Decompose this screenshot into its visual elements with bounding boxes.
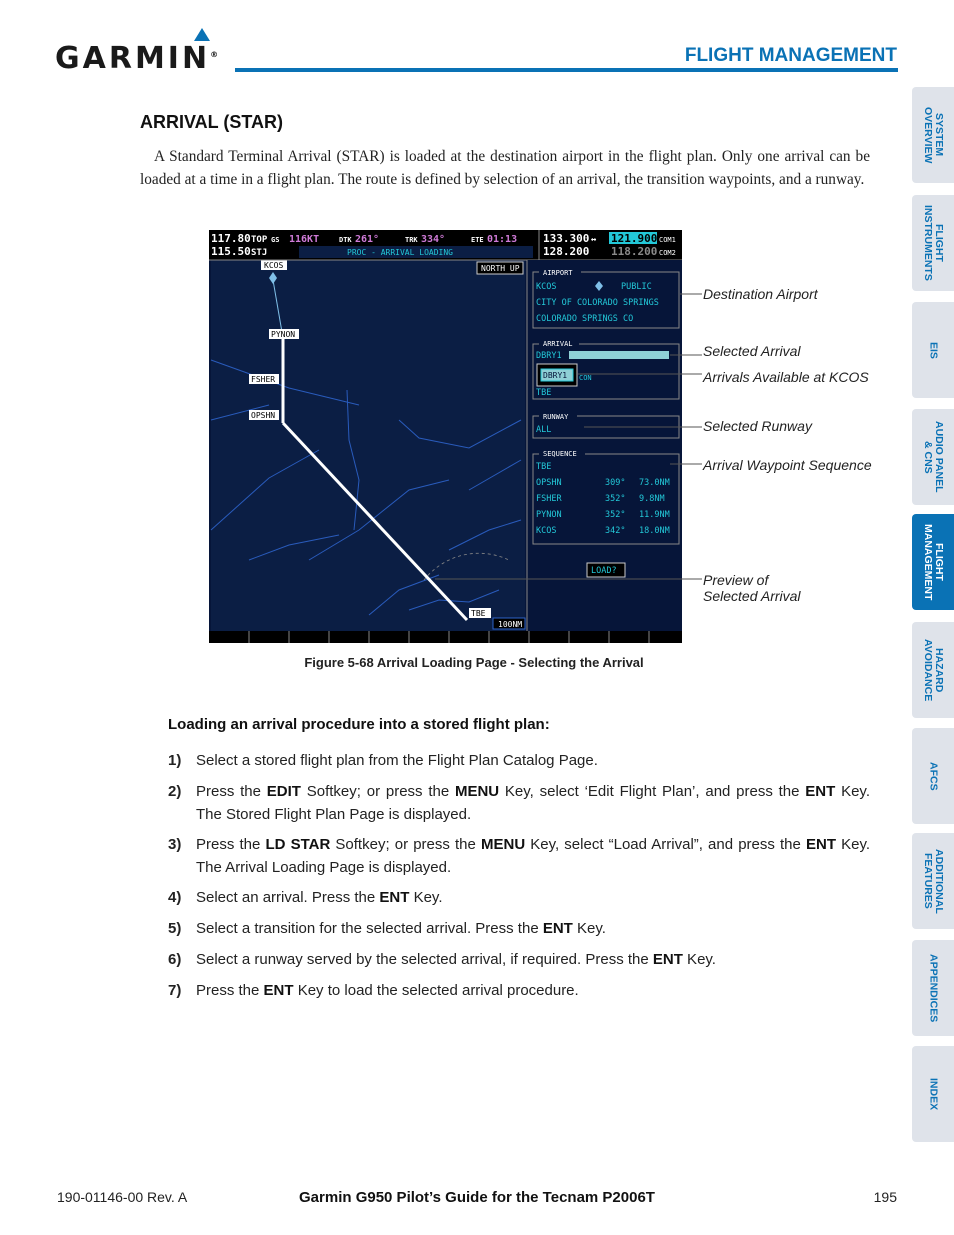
footer-doc-number: 190-01146-00 Rev. A bbox=[57, 1189, 188, 1205]
com2-standby-freq: 118.200 bbox=[611, 245, 658, 258]
chapter-tab[interactable] bbox=[912, 728, 954, 824]
airport-city: CITY OF COLORADO SPRINGS bbox=[536, 298, 659, 308]
chapter-tab-label: AUDIO PANEL & CNS bbox=[922, 421, 945, 493]
step-text-part: Key. bbox=[572, 920, 606, 937]
sequence-dtk: 352° bbox=[605, 494, 626, 504]
step-text-part: Softkey; or press the bbox=[300, 783, 455, 800]
callout-destination-airport: Destination Airport bbox=[703, 286, 818, 302]
chapter-tab-label: ADDITIONAL FEATURES bbox=[922, 848, 945, 914]
com2-active-freq: 128.200 bbox=[543, 245, 590, 258]
step-text bbox=[196, 979, 870, 1002]
runway-header: RUNWAY bbox=[543, 413, 569, 421]
step-text-part: Press the bbox=[196, 982, 264, 999]
stj-label: STJ bbox=[251, 248, 268, 258]
com-swap-icon: ↔ bbox=[591, 235, 597, 245]
callout-preview bbox=[703, 572, 801, 604]
com1-standby-freq: 121.900 bbox=[611, 232, 658, 245]
key-name: EDIT bbox=[266, 783, 301, 800]
step-number: 3) bbox=[168, 836, 182, 853]
com1-label: COM1 bbox=[659, 236, 676, 244]
step-text-part: Key. The Arrival Loading Page is displayed. bbox=[196, 836, 871, 876]
chapter-tab-label: HAZARD AVOIDANCE bbox=[922, 638, 945, 702]
ete-label: ETE bbox=[471, 236, 484, 244]
airport-type: PUBLIC bbox=[621, 282, 652, 292]
key-name: ENT bbox=[652, 951, 683, 968]
section-header-title: FLIGHT MANAGEMENT bbox=[684, 45, 897, 66]
sequence-start: TBE bbox=[536, 462, 552, 472]
step-text bbox=[196, 917, 870, 940]
step-number: 6) bbox=[168, 951, 182, 968]
procedure-step bbox=[168, 886, 870, 909]
trk-value: 334° bbox=[421, 234, 446, 245]
runway-value[interactable]: ALL bbox=[536, 425, 552, 435]
step-text-part: Key, select ‘Edit Flight Plan’, and press the bbox=[499, 783, 806, 800]
sequence-waypoint: OPSHN bbox=[536, 478, 562, 488]
map-label-pynon: PYNON bbox=[271, 330, 296, 339]
figure-caption-text: Figure 5-68 Arrival Loading Page - Selecting the Arrival bbox=[304, 655, 644, 670]
key-name: LD STAR bbox=[265, 836, 331, 853]
step-text-part: Select a transition for the selected arrival. Press the bbox=[196, 920, 543, 937]
arrival-option[interactable]: DBRY1 bbox=[543, 371, 568, 380]
chapter-tab-label: AFCS bbox=[927, 761, 940, 791]
figure-caption bbox=[0, 655, 954, 670]
procedure-step bbox=[168, 749, 870, 772]
page-title: PROC - ARRIVAL LOADING bbox=[347, 248, 453, 257]
step-number: 4) bbox=[168, 889, 182, 906]
com2-label: COM2 bbox=[659, 249, 676, 257]
map-label-opshn: OPSHN bbox=[251, 411, 276, 420]
step-text bbox=[196, 948, 870, 971]
procedure-step bbox=[168, 948, 870, 971]
callout-preview-line1: Preview of bbox=[703, 572, 769, 588]
step-number: 7) bbox=[168, 982, 182, 999]
procedure-step bbox=[168, 833, 870, 879]
sequence-distance: 73.0NM bbox=[639, 478, 670, 488]
callout-waypoint-sequence: Arrival Waypoint Sequence bbox=[703, 457, 872, 473]
selected-arrival[interactable]: DBRY1 bbox=[536, 351, 562, 361]
arrival-header: ARRIVAL bbox=[543, 340, 573, 348]
chapter-tab-label: FLIGHT MANAGEMENT bbox=[922, 523, 945, 601]
sequence-distance: 9.8NM bbox=[639, 494, 665, 504]
step-text-part: Key. bbox=[409, 889, 443, 906]
step-text-part: Press the bbox=[196, 836, 266, 853]
step-text-part: Select a runway served by the selected arrival, if required. Press the bbox=[196, 951, 653, 968]
gs-value: 116KT bbox=[289, 234, 320, 245]
callout-selected-runway: Selected Runway bbox=[703, 418, 812, 434]
sequence-distance: 11.9NM bbox=[639, 510, 670, 520]
map-label-fsher: FSHER bbox=[251, 375, 276, 384]
sequence-waypoint: PYNON bbox=[536, 510, 562, 520]
key-name: ENT bbox=[379, 889, 410, 906]
nav2-active-freq: 115.50 bbox=[211, 245, 251, 258]
procedure-title: Loading an arrival procedure into a stored flight plan: bbox=[168, 716, 550, 733]
chapter-tab-label: APPENDICES bbox=[927, 953, 940, 1023]
key-name: MENU bbox=[480, 836, 526, 853]
map-range-label: 100NM bbox=[498, 620, 523, 629]
sequence-distance: 18.0NM bbox=[639, 526, 670, 536]
chapter-tab[interactable] bbox=[912, 1046, 954, 1142]
key-name: ENT bbox=[805, 836, 836, 853]
section-title: ARRIVAL (STAR) bbox=[140, 112, 283, 132]
chapter-tab-label: FLIGHT INSTRUMENTS bbox=[922, 205, 945, 281]
key-name: MENU bbox=[454, 783, 500, 800]
key-name: ENT bbox=[542, 920, 573, 937]
north-up-label: NORTH UP bbox=[481, 264, 520, 273]
step-text-part: Select an arrival. Press the bbox=[196, 889, 380, 906]
dtk-label: DTK bbox=[339, 236, 352, 244]
intro-text: A Standard Terminal Arrival (STAR) is loaded at the destination airport in the flight plan. Only one arrival can be loaded at a time in a flight plan. The route is defined by selection of an arrival, the transition waypoints, and a runway. bbox=[140, 148, 870, 188]
com1-active-freq: 133.300 bbox=[543, 232, 590, 245]
step-text-part: Key. The Stored Flight Plan Page is displayed. bbox=[196, 783, 870, 823]
step-text-part: Key. bbox=[682, 951, 716, 968]
top-label: TOP bbox=[251, 235, 268, 245]
step-number: 2) bbox=[168, 783, 182, 800]
procedure-step bbox=[168, 979, 870, 1002]
sequence-dtk: 342° bbox=[605, 526, 626, 536]
step-number: 1) bbox=[168, 752, 182, 769]
airport-header: AIRPORT bbox=[543, 269, 573, 277]
load-button-label[interactable]: LOAD? bbox=[591, 566, 617, 576]
nav1-active-freq: 117.80 bbox=[211, 232, 251, 245]
registered-mark: ® bbox=[210, 50, 219, 59]
dtk-value: 261° bbox=[355, 234, 380, 245]
map-label-tbe: TBE bbox=[471, 609, 486, 618]
chapter-tab-label: SYSTEM OVERVIEW bbox=[922, 106, 945, 164]
callout-selected-arrival: Selected Arrival bbox=[703, 343, 801, 359]
footer-page-number: 195 bbox=[873, 1189, 897, 1205]
trk-label: TRK bbox=[405, 236, 418, 244]
garmin-logo-text: GARMIN bbox=[55, 41, 211, 76]
sequence-dtk: 352° bbox=[605, 510, 626, 520]
step-number: 5) bbox=[168, 920, 182, 937]
airport-state: COLORADO SPRINGS CO bbox=[536, 314, 634, 324]
step-text bbox=[196, 833, 870, 879]
transition-value: TBE bbox=[536, 388, 552, 398]
procedure-step bbox=[168, 780, 870, 826]
callout-preview-line2: Selected Arrival bbox=[703, 588, 801, 604]
gs-label: GS bbox=[271, 236, 280, 244]
chapter-tab[interactable] bbox=[912, 940, 954, 1036]
step-text bbox=[196, 749, 870, 772]
chapter-tab-label: INDEX bbox=[927, 1077, 940, 1111]
sequence-header: SEQUENCE bbox=[543, 450, 577, 458]
step-text bbox=[196, 886, 870, 909]
chapter-tab[interactable] bbox=[912, 833, 954, 929]
chapter-tab-label: EIS bbox=[927, 341, 940, 359]
step-text bbox=[196, 780, 870, 826]
procedure-step bbox=[168, 917, 870, 940]
ete-value: 01:13 bbox=[487, 234, 518, 245]
airport-id: KCOS bbox=[536, 282, 557, 292]
key-name: ENT bbox=[263, 982, 294, 999]
step-text-part: Select a stored flight plan from the Flight Plan Catalog Page. bbox=[196, 752, 598, 769]
arrival-option-trailing: CON bbox=[579, 374, 592, 382]
step-text-part: Softkey; or press the bbox=[330, 836, 481, 853]
step-text-part: Key to load the selected arrival procedure. bbox=[293, 982, 579, 999]
map-label-kcos: KCOS bbox=[264, 261, 284, 270]
sequence-dtk: 309° bbox=[605, 478, 626, 488]
key-name: ENT bbox=[805, 783, 836, 800]
callout-arrivals-available: Arrivals Available at KCOS bbox=[703, 369, 869, 385]
sequence-waypoint: KCOS bbox=[536, 526, 557, 536]
step-text-part: Key, select “Load Arrival”, and press the bbox=[525, 836, 806, 853]
sequence-waypoint: FSHER bbox=[536, 494, 562, 504]
step-text-part: Press the bbox=[196, 783, 267, 800]
footer-title: Garmin G950 Pilot’s Guide for the Tecnam P2006T bbox=[299, 1189, 655, 1206]
